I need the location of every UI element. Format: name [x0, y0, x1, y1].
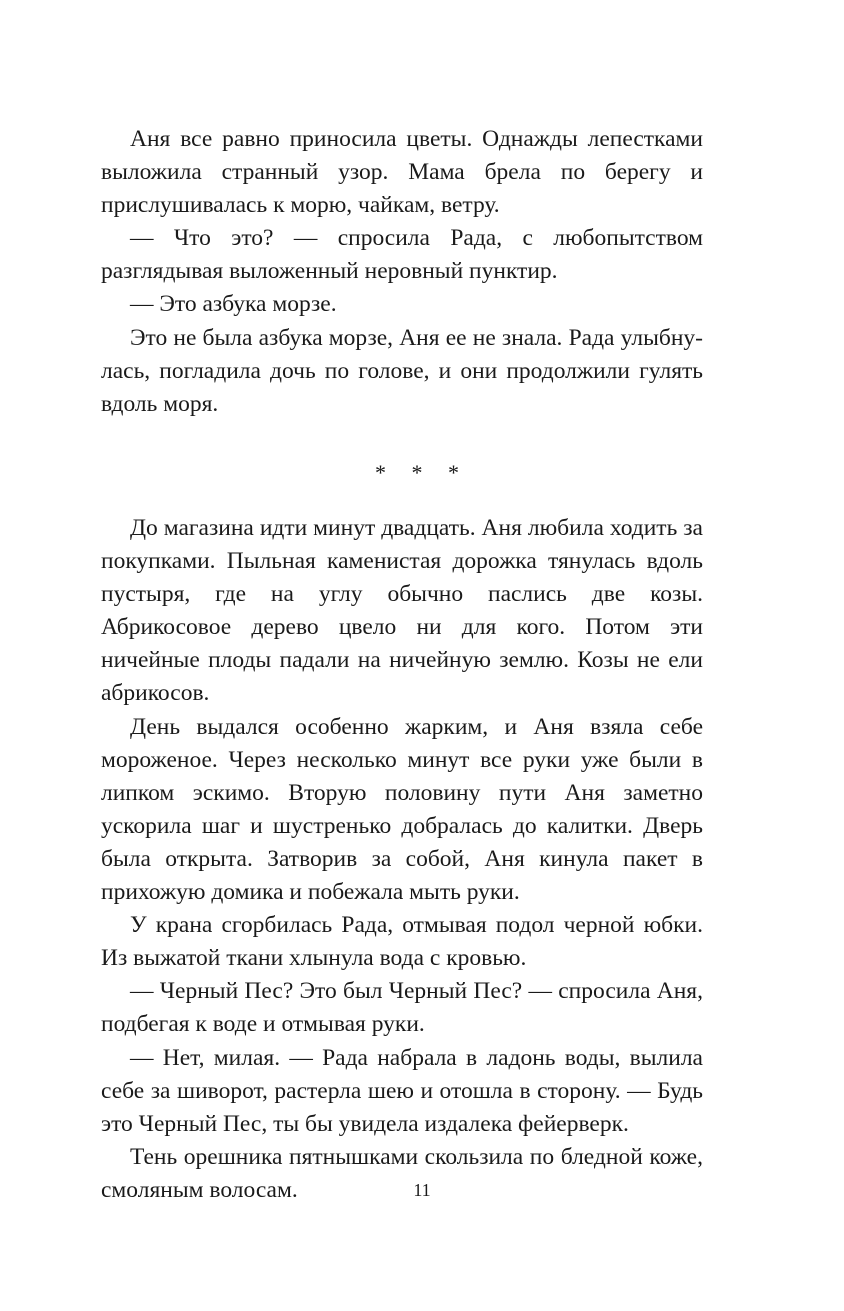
paragraph: — Нет, милая. — Рада набрала в ладонь воды, вылила себе за шиворот, растерла шею и отошла в сторону. — Будь это Черный Пес, ты бы увидела издалека фейерверк. — [101, 1044, 703, 1137]
text-section-1 — [101, 123, 703, 421]
text-section-2 — [101, 512, 703, 1207]
paragraph: День выдался особенно жарким, и Аня взяла себе мороженое. Через несколько минут все руки уже были в липком эскимо. Вторую половину пути Аня заметно ускорила шаг и шустренько добралась до калитки. Дверь была открыта. Затворив за собой, Аня кинула пакет в прихожую домика и побежала мыть руки. — [101, 713, 703, 906]
page-number: 11 — [413, 1180, 431, 1200]
paragraph: У крана сгорбилась Рада, отмывая подол черной юбки. Из выжатой ткани хлынула вода с кровью. — [101, 912, 703, 972]
paragraph: Аня все равно приносила цветы. Однажды лепестками выложила странный узор. Мама брела по берегу и прислушивалась к морю, чайкам, ветру. — [101, 126, 703, 219]
paragraph: — Черный Пес? Это был Черный Пес? — спросила Аня, подбегая к воде и отмывая руки. — [101, 978, 703, 1038]
section-separator: * * * — [375, 460, 469, 485]
paragraph: — Что это? — спросила Рада, с любопытством разглядывая выложенный неровный пунктир. — [101, 225, 703, 285]
paragraph: Это не была азбука морзе, Аня ее не знала. Рада улыбнулась, погладила дочь по голове, и они продолжили гулять вдоль моря. — [101, 324, 703, 417]
paragraph: Тень орешника пятнышками скользила по бледной коже, смоляным волосам. — [101, 1143, 703, 1203]
paragraph: — Это азбука морзе. — [130, 291, 337, 318]
paragraph: До магазина идти минут двадцать. Аня любила ходить за покупками. Пыльная каменистая дорожка тянулась вдоль пустыря, где на углу обычно паслись две козы. Абрикосовое дерево цвело ни для кого. Потом эти ничейные плоды падали на ничейную землю. Козы не ели абрикосов. — [101, 515, 703, 707]
